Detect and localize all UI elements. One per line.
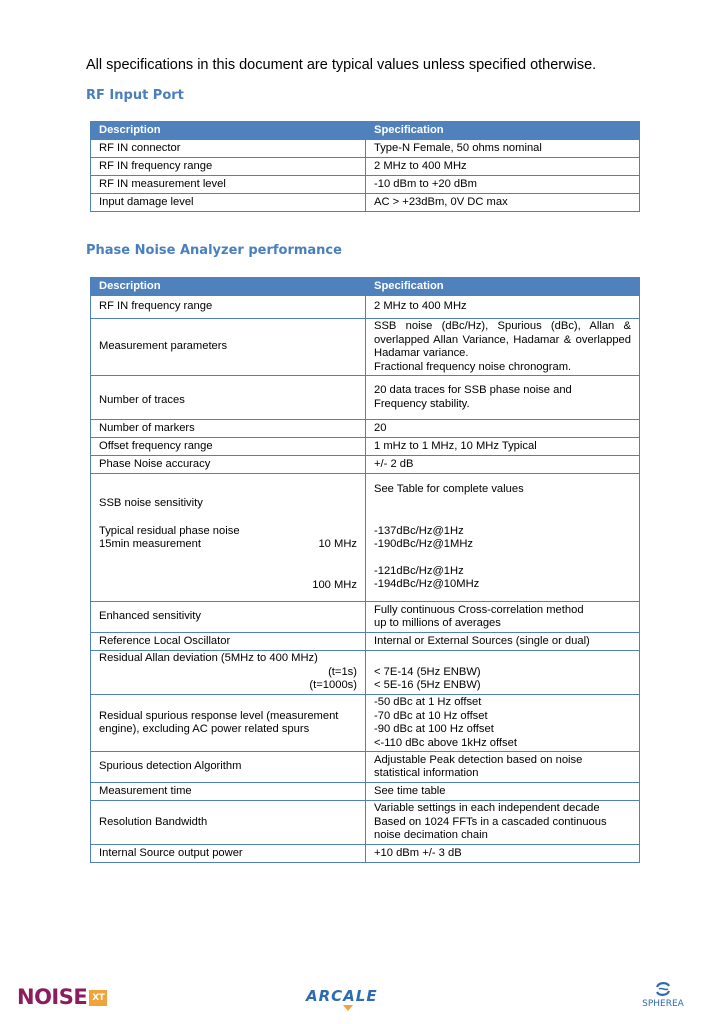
row-spec: [366, 752, 640, 783]
table-row: [91, 194, 640, 212]
spec-text: 20 data traces for SSB phase noise and: [374, 384, 572, 396]
spec-text: Based on 1024 FFTs in a cascaded continuous: [374, 815, 607, 828]
spec-text: -50 dBc at 1 Hz offset: [374, 696, 482, 708]
spherea-logo-text: SPHEREA: [642, 999, 684, 1009]
row-spec: +10 dBm +/- 3 dB: [366, 845, 640, 863]
table-row: [91, 319, 640, 376]
spec-text: Fractional frequency noise chronogram.: [374, 360, 572, 373]
table-row: [91, 602, 640, 633]
table-row: [91, 633, 640, 651]
row-spec: [366, 695, 640, 752]
row-desc: Measurement parameters: [91, 319, 366, 376]
spec-text: Variable settings in each independent decade: [374, 802, 600, 815]
xt-logo-badge: XT: [89, 990, 107, 1006]
row-desc: Measurement time: [91, 783, 366, 801]
row-desc: Reference Local Oscillator: [91, 633, 366, 651]
spec-text: Frequency stability.: [374, 397, 470, 410]
table-row: [91, 845, 640, 863]
table-row: [91, 695, 640, 752]
spec-text: <-110 dBc above 1kHz offset: [374, 736, 517, 749]
spec-text: See Table for complete values: [374, 483, 524, 496]
table-row: [91, 158, 640, 176]
row-desc: RF IN connector: [91, 140, 366, 158]
header-description: Description: [91, 278, 366, 296]
phase-noise-title: Phase Noise Analyzer performance: [86, 243, 342, 258]
spurious-desc: Residual spurious response level (measurement: [99, 709, 339, 722]
row-spec: [366, 319, 640, 376]
spec-text: -70 dBc at 10 Hz offset: [374, 709, 488, 722]
intro-text: All specifications in this document are typical values unless specified otherwise.: [86, 57, 597, 73]
sensitivity-title: SSB noise sensitivity: [99, 497, 203, 509]
allan-desc: Residual Allan deviation (5MHz to 400 MHz): [99, 652, 318, 665]
row-spec: [366, 376, 640, 420]
row-desc: RF IN measurement level: [91, 176, 366, 194]
row-desc: RF IN frequency range: [91, 158, 366, 176]
row-spec: [366, 801, 640, 845]
row-spec: [366, 651, 640, 695]
arcale-triangle-icon: [343, 1005, 353, 1011]
row-desc: Offset frequency range: [91, 438, 366, 456]
table-row: [91, 376, 640, 420]
table-row: [91, 296, 640, 319]
spec-text: Fully continuous Cross-correlation method: [374, 603, 584, 616]
row-spec: [366, 474, 640, 602]
row-desc: Resolution Bandwidth: [91, 801, 366, 845]
spec-text: up to millions of averages: [374, 617, 501, 629]
spec-text: -194dBc/Hz@10MHz: [374, 578, 480, 591]
row-desc: Input damage level: [91, 194, 366, 212]
spurious-desc: engine), excluding AC power related spurs: [99, 723, 310, 735]
row-desc: RF IN frequency range: [91, 296, 366, 319]
table-row: [91, 474, 640, 602]
sensitivity-typ: Typical residual phase noise: [99, 524, 240, 537]
row-spec: Internal or External Sources (single or dual): [366, 633, 640, 651]
row-desc: Enhanced sensitivity: [91, 602, 366, 633]
header-specification: Specification: [366, 122, 640, 140]
row-spec: See time table: [366, 783, 640, 801]
spec-text: Adjustable Peak detection based on noise: [374, 753, 583, 766]
spec-text: -90 dBc at 100 Hz offset: [374, 723, 494, 735]
allan-t1000: (t=1000s): [309, 679, 357, 692]
rf-input-table: [90, 121, 640, 212]
spherea-logo: [636, 981, 690, 1009]
table-row: [91, 420, 640, 438]
table-row: [91, 176, 640, 194]
arcale-logo: [306, 987, 378, 1005]
spec-text: -121dBc/Hz@1Hz: [374, 564, 464, 577]
spec-text: -190dBc/Hz@1MHz: [374, 538, 474, 551]
spec-text: noise decimation chain: [374, 829, 488, 842]
sensitivity-duration: 15min measurement: [99, 538, 201, 550]
table-row: [91, 783, 640, 801]
freq-100mhz: 100 MHz: [312, 578, 357, 591]
row-desc: Number of traces: [91, 376, 366, 420]
spec-text: SSB noise (dBc/Hz), Spurious (dBc), Allan & overlapped Allan Variance, Hadamar & overlapped Hadamar variance.: [374, 320, 631, 359]
table-row: [91, 438, 640, 456]
table-row: [91, 801, 640, 845]
header-description: Description: [91, 122, 366, 140]
table-row: [91, 456, 640, 474]
spec-text: -137dBc/Hz@1Hz: [374, 524, 464, 537]
row-spec: Type-N Female, 50 ohms nominal: [366, 140, 640, 158]
freq-10mhz: 10 MHz: [318, 538, 357, 550]
spec-text: < 5E-16 (5Hz ENBW): [374, 679, 481, 691]
header-specification: Specification: [366, 278, 640, 296]
row-spec: 1 mHz to 1 MHz, 10 MHz Typical: [366, 438, 640, 456]
arcale-logo-text: ARCALE: [306, 987, 378, 1005]
spec-text: < 7E-14 (5Hz ENBW): [374, 665, 481, 678]
row-spec: -10 dBm to +20 dBm: [366, 176, 640, 194]
phase-noise-table: [90, 277, 640, 863]
row-desc: [91, 651, 366, 695]
row-spec: 2 MHz to 400 MHz: [366, 296, 640, 319]
noise-logo-text: NOISE: [17, 985, 88, 1009]
row-spec: +/- 2 dB: [366, 456, 640, 474]
rf-input-title: RF Input Port: [86, 88, 184, 103]
allan-t1: (t=1s): [328, 665, 357, 678]
noise-xt-logo: [17, 985, 107, 1009]
row-spec: 20: [366, 420, 640, 438]
spherea-swirl-icon: [654, 981, 672, 997]
table-header-row: [91, 122, 640, 140]
table-row: [91, 140, 640, 158]
row-spec: [366, 602, 640, 633]
row-desc: Phase Noise accuracy: [91, 456, 366, 474]
table-row: [91, 651, 640, 695]
row-desc: [91, 474, 366, 602]
row-desc: Number of markers: [91, 420, 366, 438]
row-desc: Internal Source output power: [91, 845, 366, 863]
row-desc: [91, 695, 366, 752]
row-desc: Spurious detection Algorithm: [91, 752, 366, 783]
table-header-row: [91, 278, 640, 296]
spec-text: statistical information: [374, 767, 479, 779]
row-spec: AC > +23dBm, 0V DC max: [366, 194, 640, 212]
row-spec: 2 MHz to 400 MHz: [366, 158, 640, 176]
table-row: [91, 752, 640, 783]
